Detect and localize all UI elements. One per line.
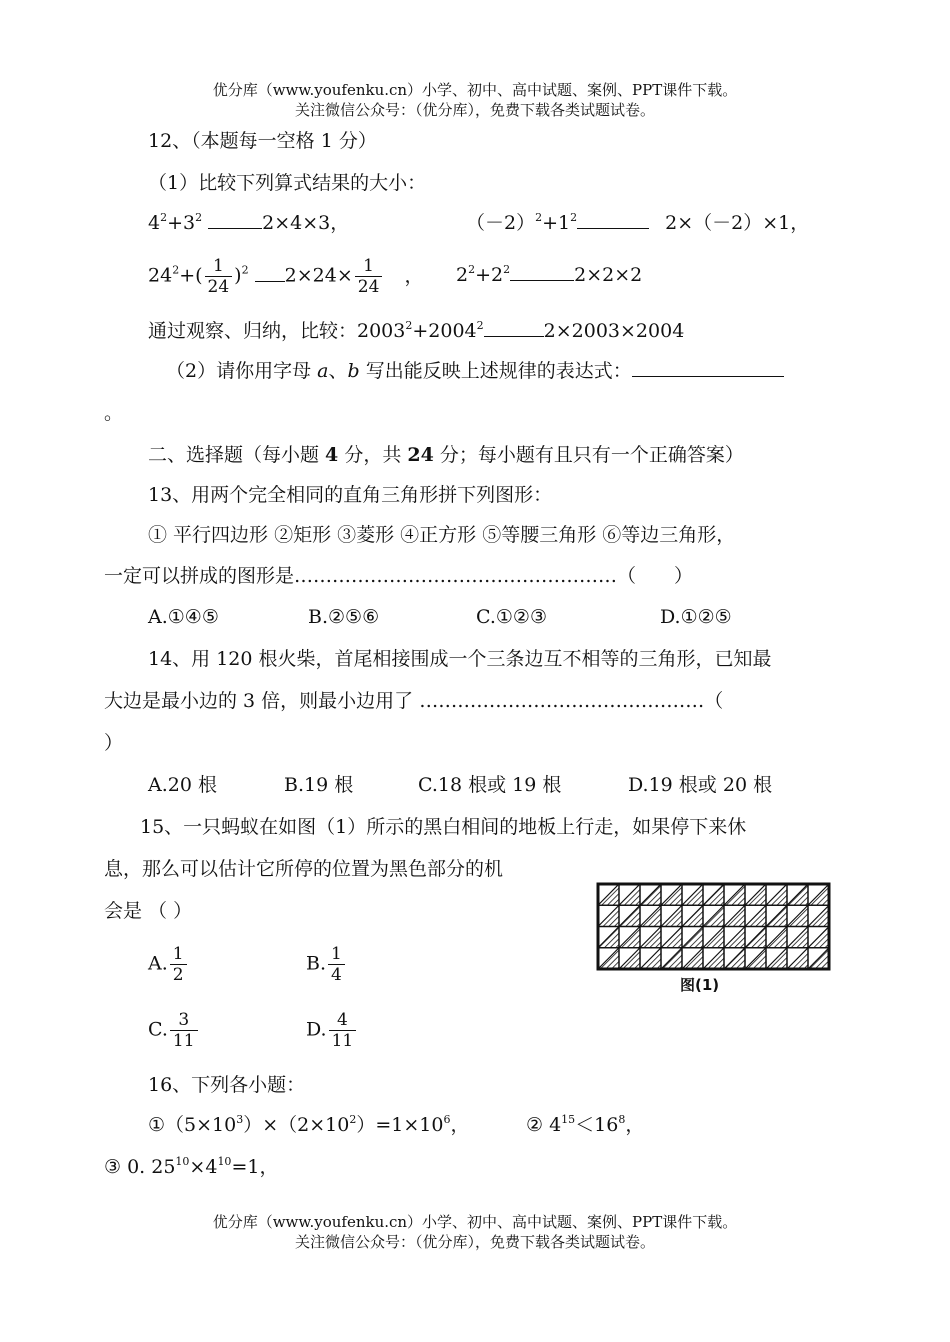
answer-blank[interactable] xyxy=(632,358,784,377)
q12-row1-left: $4^2+3^2$ 2×4×3， xyxy=(148,211,350,234)
q13-option-a[interactable]: A.①④⑤ xyxy=(148,606,219,628)
q14-option-c[interactable]: C.18 根或 19 根 xyxy=(418,774,562,796)
q12-row1-right: $(-2)^2+1^2$ 2×（－2）×1， xyxy=(466,211,810,234)
answer-blank[interactable] xyxy=(510,262,574,281)
q16-item1: $①(5\times 10^3)\times(2\times 10^2)=1\times 10^6$， xyxy=(148,1113,470,1136)
q12-title: 12、（本题每一空格 1 分） xyxy=(148,130,377,152)
answer-blank[interactable] xyxy=(484,318,544,337)
header-line-1: 优分库（www.youfenku.cn）小学、初中、高中试题、案例、PPT课件下载。 xyxy=(212,81,738,99)
fraction: $\frac{4}{11}$ xyxy=(329,1010,357,1051)
fraction: $\frac{1}{24}$ xyxy=(205,256,233,297)
q15-line3: 会是 （ ） xyxy=(104,900,193,922)
q12-part2-end: 。 xyxy=(104,402,124,424)
q15-option-b[interactable]: B. $\frac{1}{4}$ xyxy=(306,944,347,985)
fraction: $\frac{1}{4}$ xyxy=(328,944,345,985)
q15-option-c[interactable]: C. $\frac{3}{11}$ xyxy=(148,1010,200,1051)
footer-line-1: 优分库（www.youfenku.cn）小学、初中、高中试题、案例、PPT课件下载。 xyxy=(212,1213,738,1231)
floor-grid-figure xyxy=(596,882,832,972)
q13-stem: 13、用两个完全相同的直角三角形拼下列图形： xyxy=(148,484,553,506)
q13-option-d[interactable]: D.①②⑤ xyxy=(660,606,732,628)
answer-blank[interactable] xyxy=(577,210,649,229)
q15-option-a[interactable]: A. $\frac{1}{2}$ xyxy=(148,944,189,985)
q12-part1: （1）比较下列算式结果的大小： xyxy=(148,172,427,194)
q15-line2: 息，那么可以估计它所停的位置为黑色部分的机 xyxy=(104,858,504,880)
header-line-2: 关注微信公众号：（优分库），免费下载各类试题试卷。 xyxy=(294,101,655,119)
q12-row3: 通过观察、归纳，比较：$2003^2+2004^2$ 2×2003×2004 xyxy=(148,319,685,342)
q12-row2-left: $24^2+$( $\frac{1}{24}$ )$^2$ 2×24× $\frac{1}{24}$ ， xyxy=(148,256,424,297)
q12-row2-right: $2^2+2^2$ 2×2×2 xyxy=(456,263,643,286)
q12-part2: （2）请你用字母 a、b 写出能反映上述规律的表达式： xyxy=(166,358,784,384)
fraction: $\frac{3}{11}$ xyxy=(170,1010,198,1051)
q16-stem: 16、下列各小题： xyxy=(148,1074,306,1096)
q13-ask: 一定可以拼成的图形是……………………………………………（ ） xyxy=(104,565,694,587)
q14-line3: ） xyxy=(104,732,124,754)
answer-blank[interactable] xyxy=(208,210,262,229)
q15-line1: 15、一只蚂蚁在如图（1）所示的黑白相间的地板上行走，如果停下来休 xyxy=(140,816,747,838)
fraction: $\frac{1}{2}$ xyxy=(170,944,187,985)
q14-option-b[interactable]: B.19 根 xyxy=(284,774,354,796)
q14-option-a[interactable]: A.20 根 xyxy=(148,774,217,796)
q13-shapes: ① 平行四边形 ②矩形 ③菱形 ④正方形 ⑤等腰三角形 ⑥等边三角形， xyxy=(148,524,736,546)
figure-caption: 图(1) xyxy=(680,976,720,994)
q13-option-c[interactable]: C.①②③ xyxy=(476,606,547,628)
q13-option-b[interactable]: B.②⑤⑥ xyxy=(308,606,380,628)
q14-option-d[interactable]: D.19 根或 20 根 xyxy=(628,774,773,796)
footer-line-2: 关注微信公众号：（优分库），免费下载各类试题试卷。 xyxy=(294,1233,655,1251)
answer-blank[interactable] xyxy=(255,263,285,282)
q14-line1: 14、用 120 根火柴，首尾相接围成一个三条边互不相等的三角形，已知最 xyxy=(148,648,772,670)
q16-item3: ③ 0. $25^{10}\times 4^{10}=1$， xyxy=(104,1155,279,1178)
q16-item2: ② $4^{15}<16^8$， xyxy=(526,1113,645,1136)
fraction: $\frac{1}{24}$ xyxy=(355,256,383,297)
section2-heading: 二、选择题（每小题 4 分，共 24 分；每小题有且只有一个正确答案） xyxy=(148,444,744,466)
q15-option-d[interactable]: D. $\frac{4}{11}$ xyxy=(306,1010,358,1051)
q14-line2: 大边是最小边的 3 倍，则最小边用了 ………………………………………（ xyxy=(104,690,724,712)
